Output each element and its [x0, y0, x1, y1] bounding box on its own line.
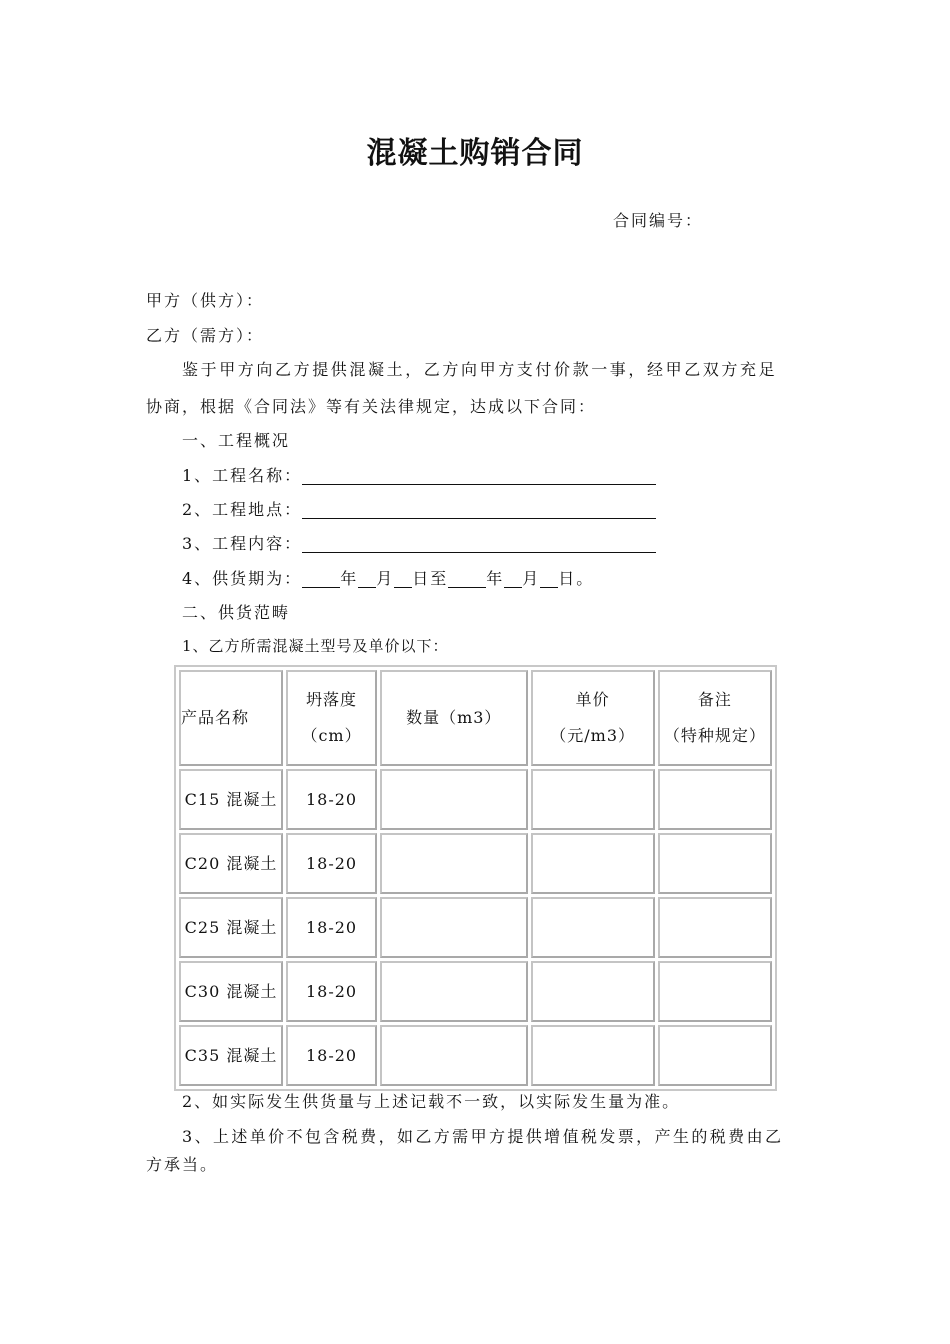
cell-unit-price: [531, 769, 655, 830]
project-content-row: [182, 531, 656, 554]
start-year-blank: [302, 569, 340, 588]
start-day-unit: 日至: [412, 569, 449, 588]
cell-unit-price: [531, 897, 655, 958]
cell-quantity: [380, 833, 528, 894]
project-content-blank: [302, 534, 656, 553]
table-row: [179, 961, 772, 1022]
cell-remarks: [658, 961, 772, 1022]
end-month-unit: 月: [522, 569, 541, 588]
contract-number-label: 合同编号：: [613, 211, 704, 230]
cell-product: C30 混凝土: [179, 961, 283, 1022]
cell-unit-price: [531, 1025, 655, 1086]
end-month-blank: [504, 569, 522, 588]
project-location-blank: [302, 500, 656, 519]
cell-remarks: [658, 897, 772, 958]
cell-product: C25 混凝土: [179, 897, 283, 958]
document-title: 混凝土购销合同: [366, 136, 584, 171]
party-a-label: 甲方（供方）：: [146, 291, 265, 310]
project-location-label: 2、工程地点：: [182, 500, 303, 519]
table-row: [179, 769, 772, 830]
start-year-unit: 年: [340, 569, 359, 588]
section-2-heading: 二、供货范畴: [182, 603, 291, 622]
cell-quantity: [380, 961, 528, 1022]
end-year-blank: [448, 569, 486, 588]
end-day-unit: 日。: [558, 569, 595, 588]
table-intro: 1、乙方所需混凝土型号及单价以下：: [182, 637, 449, 655]
supply-period-row: [182, 566, 594, 589]
header-quantity: 数量（m3）: [380, 670, 528, 766]
project-name-row: [182, 463, 656, 486]
table-row: [179, 1025, 772, 1086]
project-name-blank: [302, 466, 656, 485]
header-product: 产品名称: [179, 670, 283, 766]
cell-slump: 18-20: [286, 897, 377, 958]
cell-remarks: [658, 1025, 772, 1086]
intro-line-2: 协商，根据《合同法》等有关法律规定，达成以下合同：: [146, 397, 597, 416]
section-1-heading: 一、工程概况: [182, 431, 291, 450]
cell-remarks: [658, 769, 772, 830]
header-unit-price: 单价 （元/m3）: [531, 670, 655, 766]
party-b-label: 乙方（需方）：: [146, 326, 265, 345]
cell-unit-price: [531, 961, 655, 1022]
table-row: [179, 833, 772, 894]
cell-remarks: [658, 833, 772, 894]
cell-quantity: [380, 897, 528, 958]
note-2: 2、如实际发生供货量与上述记载不一致，以实际发生量为准。: [182, 1092, 681, 1111]
cell-quantity: [380, 769, 528, 830]
project-content-label: 3、工程内容：: [182, 534, 303, 553]
start-month-unit: 月: [376, 569, 395, 588]
header-slump: 坍落度 （cm）: [286, 670, 377, 766]
cell-unit-price: [531, 833, 655, 894]
project-name-label: 1、工程名称：: [182, 466, 303, 485]
intro-line-1: 鉴于甲方向乙方提供混凝土，乙方向甲方支付价款一事，经甲乙双方充足: [182, 360, 778, 379]
supply-period-label: 4、供货期为：: [182, 569, 303, 588]
end-year-unit: 年: [486, 569, 505, 588]
cell-product: C20 混凝土: [179, 833, 283, 894]
start-month-blank: [358, 569, 376, 588]
note-3-line-2: 方承当。: [146, 1155, 219, 1174]
header-remarks: 备注 （特种规定）: [658, 670, 772, 766]
table-header-row: [179, 670, 772, 766]
cell-product: C35 混凝土: [179, 1025, 283, 1086]
note-3-line-1: 3、上述单价不包含税费，如乙方需甲方提供增值税发票，产生的税费由乙: [182, 1127, 784, 1146]
table-row: [179, 897, 772, 958]
project-location-row: [182, 497, 656, 520]
start-day-blank: [394, 569, 412, 588]
cell-slump: 18-20: [286, 769, 377, 830]
cell-quantity: [380, 1025, 528, 1086]
end-day-blank: [540, 569, 558, 588]
cell-slump: 18-20: [286, 833, 377, 894]
cell-product: C15 混凝土: [179, 769, 283, 830]
cell-slump: 18-20: [286, 1025, 377, 1086]
cell-slump: 18-20: [286, 961, 377, 1022]
concrete-spec-table: [174, 665, 777, 1091]
